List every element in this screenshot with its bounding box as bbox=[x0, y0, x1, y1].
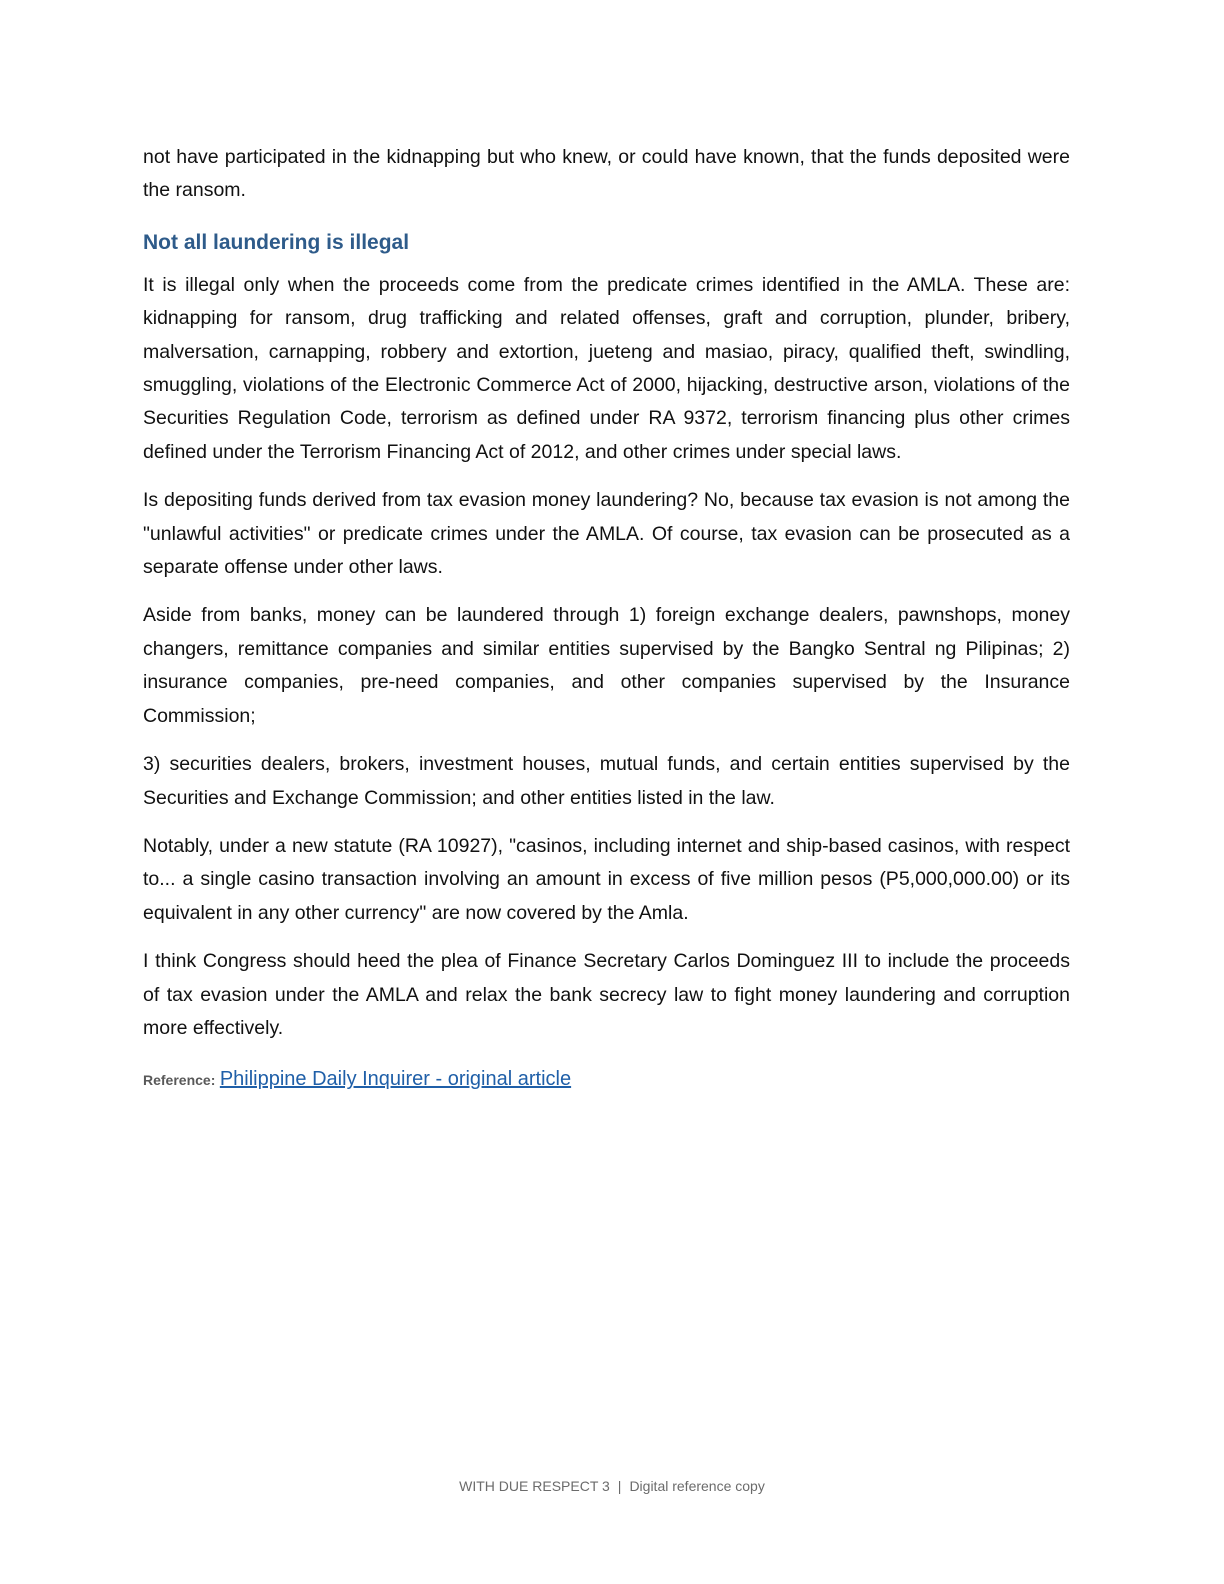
paragraph-laundering-channels: Aside from banks, money can be laundered through 1) foreign exchange dealers, pawnshops, money changers, remittance companies and similar entities supervised by the Bangko Sentral ng Pilipinas; 2) insurance companies, pre-need companies, and other companies supervised by the Insurance Commission; bbox=[143, 604, 1070, 727]
page-footer bbox=[0, 1478, 1224, 1494]
paragraph-predicate-crimes: It is illegal only when the proceeds come from the predicate crimes identified in the AMLA. These are: kidnapping for ransom, drug trafficking and related offenses, graft and corruption, plunder, bribery, malversation, carnapping, robbery and extortion, jueteng and masiao, piracy, qualified theft, swindling, smuggling, violations of the Electronic Commerce Act of 2000, hijacking, destructive arson, violations of the Securities Regulation Code, terrorism as defined under RA 9372, terrorism financing plus other crimes defined under the Terrorism Financing Act of 2012, and other crimes under special laws. bbox=[143, 273, 1070, 463]
paragraph-tax-evasion: Is depositing funds derived from tax evasion money laundering? No, because tax evasion is not among the "unlawful activities" or predicate crimes under the AMLA. Of course, tax evasion can be prosecuted as a separate offense under other laws. bbox=[143, 489, 1070, 579]
paragraph-continuation: not have participated in the kidnapping but who knew, or could have known, that the funds deposited were the ransom. bbox=[143, 146, 1070, 202]
document-page bbox=[143, 141, 1070, 1095]
footer-subtitle: Digital reference copy bbox=[629, 1478, 765, 1494]
footer-separator: | bbox=[617, 1478, 622, 1494]
footer-title: WITH DUE RESPECT 3 bbox=[459, 1478, 610, 1494]
reference-label: Reference: bbox=[143, 1072, 216, 1089]
reference-line bbox=[143, 1065, 1070, 1095]
paragraph-conclusion: I think Congress should heed the plea of Finance Secretary Carlos Dominguez III to include the proceeds of tax evasion under the AMLA and relax the bank secrecy law to fight money laundering and corruption more effectively. bbox=[143, 950, 1070, 1039]
reference-link[interactable]: Philippine Daily Inquirer - original article bbox=[219, 1068, 572, 1091]
paragraph-casinos: Notably, under a new statute (RA 10927), "casinos, including internet and ship-based casinos, with respect to... a single casino transaction involving an amount in excess of five million pesos (P5,000,000.00) or its equivalent in any other currency" are now covered by the Amla. bbox=[143, 834, 1070, 924]
paragraph-securities-dealers: 3) securities dealers, brokers, investment houses, mutual funds, and certain entities supervised by the Securities and Exchange Commission; and other entities listed in the law. bbox=[143, 753, 1070, 809]
section-heading: Not all laundering is illegal bbox=[143, 230, 410, 254]
